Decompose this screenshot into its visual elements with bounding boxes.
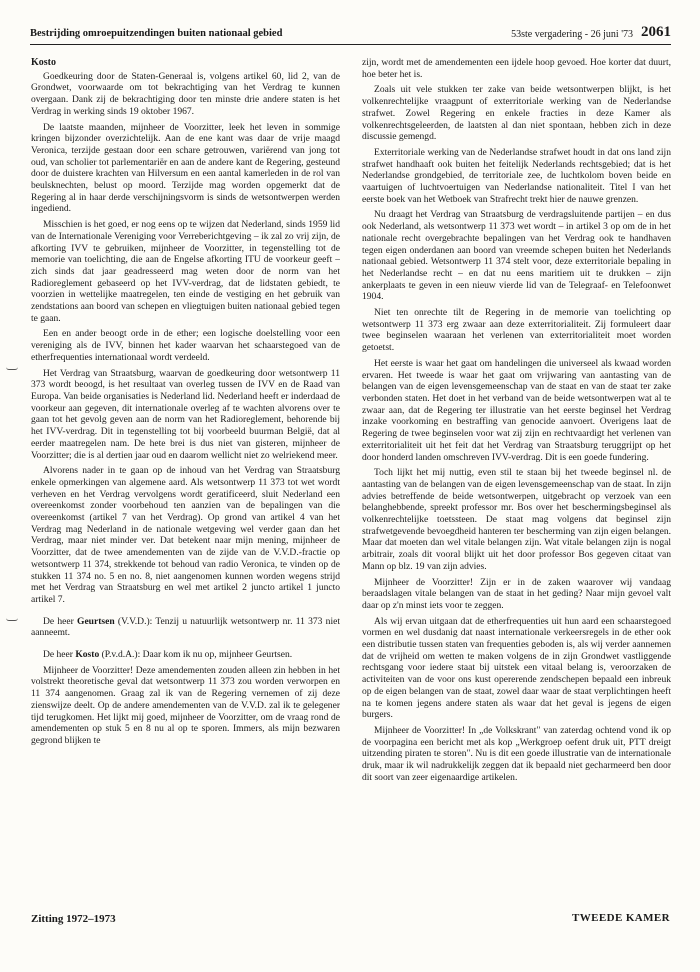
paragraph: Zoals uit vele stukken ter zake van beide wetsontwerpen blijkt, is het volkenrechtelijke vraagpunt of exterritoriale werking van de Nederlandse strafwet. Zowel Regering en enkele fracties in deze Kamer als volkenrechtsgeleerden, de laatsten al dan niet spontaan, hebben zich in deze discussie gemengd. — [362, 84, 671, 143]
interjection-kosto: De heer Kosto (P.v.d.A.): Daar kom ik nu op, mijnheer Geurtsen. — [43, 649, 293, 661]
paragraph: Alvorens nader in te gaan op de inhoud van het Verdrag van Straatsburg enkele opmerkingen van algemene aard. Als wetsontwerp 11 373 tot wet wordt verheven en het Verdrag vervolgens wordt geratificeerd, sluit Nederland een overeenkomst zonder voorbehoud ten aanzien van de bepalingen van die overeenkomst (artikel 7 van het Verdrag). Op grond van artikel 4 van het Verdrag mag Nederland in de nationale wetgeving wel verder gaan dan het Verdrag, maar niet minder ver. Dat betekent naar mijn mening, mijnheer de Voorzitter, dat de twee amendementen van de zijde van de V.V.D.-fractie op wetsontwerp 11 374, strekkende tot behoud van radio Veronica, te vinden op de stukken 11 374 no. 5 en no. 8, niet aangenomen kunnen worden wegens strijd met het Verdrag van Straatsburg en wel met artikel 2 juncto artikel 1 juncto artikel 7. — [31, 465, 340, 605]
header-title: Bestrijding omroepuitzendingen buiten nationaal gebied — [30, 28, 283, 39]
footer-chamber: TWEEDE KAMER — [571, 912, 670, 924]
left-column — [31, 57, 340, 887]
paragraph: Nu draagt het Verdrag van Straatsburg de verdragsluitende partijen – en dus ook Nederland, als wetsontwerp 11 373 wet wordt – in artikel 3 op om de in het nationale recht overgebrachte bepalingen van het Verdrag ook te handhaven tegen eigen onderdanen aan boord van vreemde schepen buiten het Nederlands nationaal gebied. Wetsontwerp 11 374 stelt voor, deze exterritoriale bepaling in het Nederlandse recht – en dat nu eens maritiem uit te drukken – zijn ankerplaats te geven in een nieuw vierde lid van de Telegraaf- en Telefoonwet 1904. — [362, 209, 671, 303]
header-session: 53ste vergadering - 26 juni '73 — [511, 29, 633, 40]
paragraph: Het eerste is waar het gaat om handelingen die universeel als kwaad worden ervaren. Het tweede is waar het gaat om vrijwaring van aantasting van de belangen van de eigen levensgemeenschap van de staat en van de staat ter zake verbonden staten. Het doet in het verband van de beide wetsontwerpen wat al te zwaar aan, dat de Regering ter illustratie van het eerste beginsel het Verdrag inzake voorkoming en bestraffing van genocide aanvoert. Overigens laat de Regering de twee beginselen voor wat zij zijn en rechtvaardigt het verlenen van exterritorialiteit uit het feit dat het Verdrag van Straatsburg teruggrijpt op het door honderd landen omschreven IVV-verdrag. Dit is een goede fundering. — [362, 357, 671, 463]
speaker-name: Kosto — [75, 649, 100, 661]
right-column — [362, 57, 671, 887]
page-header — [30, 24, 671, 45]
paragraph: De laatste maanden, mijnheer de Voorzitter, leek het leven in sommige kringen bijzonder overzichtelijk. Aan de ene kant was daar de vrije maagd Veronica, terzijde gestaan door een schare getrouwen, variërend van jong tot oud, van scholier tot parlementariër en aan de andere kant de Regering, gesteund door de duistere krachten van Hilversum en een aantal kamerleden in de rol van beulsknechten, belust op moord. Terzijde mag worden opgemerkt dat de Regering al in haar derde verschijningsvorm is sinds de wetsontwerpen werden ingediend. — [31, 121, 340, 215]
paragraph: Niet ten onrechte tilt de Regering in de memorie van toelichting op wetsontwerp 11 373 erg zwaar aan deze exterritorialiteit. Zij formuleert daar twee beginselen waaraan het verlenen van exterritorialiteit moet worden getoetst. — [362, 307, 671, 354]
interjection-text: (P.v.d.A.): Daar kom ik nu op, mijnheer Geurtsen. — [101, 649, 293, 661]
paragraph: zijn, wordt met de amendementen een ijdele hoop gevoed. Hoe korter dat duurt, hoe beter het is. — [362, 57, 671, 80]
section-title: Kosto — [31, 57, 56, 68]
paragraph: Mijnheer de Voorzitter! Zijn er in de zaken waarover wij vandaag beraadslagen vitale belangen van de staat in het geding? Naar mijn gevoel valt daar op z'n minst iets voor te zeggen. — [362, 576, 671, 611]
paragraph: Exterritoriale werking van de Nederlandse strafwet houdt in dat ons land zijn strafwet handhaaft ook buiten het feitelijk Nederlands rechtsgebied; dat is het Nederlandse grondgebied, de territoriale zee, de luchtkolom boven beide en vaartuigen of luchtvoertuigen van Nederlandse nationaliteit. Titel I van het eerste boek van het Wetboek van Strafrecht trekt hier de nauwe grenzen. — [362, 146, 671, 205]
paragraph: Goedkeuring door de Staten-Generaal is, volgens artikel 60, lid 2, van de Grondwet, voorwaarde om tot bekrachtiging van het Verdrag te kunnen overgaan. Dank zij de bekrachtiging door ten minste drie andere staten is het Verdrag in werking sinds 19 oktober 1967. — [31, 70, 340, 117]
footer-session-year: Zitting 1972–1973 — [31, 913, 116, 925]
margin-mark — [6, 367, 18, 370]
speaker-name: Geurtsen — [77, 615, 115, 627]
paragraph: Mijnheer de Voorzitter! Deze amendementen zouden alleen zin hebben in het volstrekt theoretische geval dat wetsontwerp 11 373 zou worden verworpen en 11 374 aangenomen. Graag zal ik van de Regering vernemen of zij deze zienswijze deelt. Op de andere amendementen van de V.V.D. zal ik te gelegener tijd terugkomen. Het lijkt mij goed, mijnheer de Voorzitter, om de vraag rond de amendementen op stuk 5 en 8 nu al op te sporen. Immers, als mijn bezwaren gegrond blijken te — [31, 664, 340, 746]
paragraph: Het Verdrag van Straatsburg, waarvan de goedkeuring door wetsontwerp 11 373 wordt beoogd, is het resultaat van overleg tussen de IVV en de Raad van Europa. Van beide organisaties is Nederland lid. Nederland heeft er inderdaad de voorkeur aan gegeven, dit internationale overleg af te wachten alvorens over te gaan tot het gevolg geven aan de norm van het Radioreglement, behorende bij het IVV-verdrag. Dit in tegenstelling tot bij voorbeeld buurman België, dat al eerder maatregelen nam. De hete brei is dus niet van gisteren, mijnheer de Voorzitter; die is al dertien jaar oud en daarom wellicht niet zo welriekend meer. — [31, 367, 340, 461]
interjection-geurtsen: De heer Geurtsen (V.V.D.): Tenzij u natuurlijk wetsontwerp nr. 11 373 niet aanneemt. — [31, 615, 340, 639]
paragraph: Een en ander beoogt orde in de ether; een logische doelstelling voor een vereniging als de IVV, binnen het kader waarvan het schaarstegoed van de etherfrequenties internationaal wordt verdeeld. — [31, 328, 340, 363]
paragraph: Als wij ervan uitgaan dat de etherfrequenties uit hun aard een schaarstegoed vormen en wel dusdanig dat naast internationale verkeersregels in de ether ook een distributie tussen staten van frequenties geboden is, als wij verder aannemen dat de vrijheid om wetten te maken volgens de in zijn Grondwet vastliggende rechtsgang voor iedere staat bij uitstek een vitaal belang is, veroorzaken de activiteiten van de voor ons kust opererende zendschepen bepaald een inbreuk op de eigen belangen van de staat, zowel daar waar de staat verplichtingen heeft na te komen jegens andere staten als waar dat het geval is jegens de eigen burgers. — [362, 615, 671, 721]
interjection-text: (V.V.D.): Tenzij u natuurlijk wetsontwerp nr. 11 373 niet aanneemt. — [31, 615, 340, 639]
page-number: 2061 — [641, 24, 671, 40]
paragraph: Toch lijkt het mij nuttig, even stil te staan bij het tweede beginsel nl. de aantasting van de belangen van de eigen levensgemeenschap van de staat. In zijn advies betreffende de beide wetsontwerpen, uitgebracht op verzoek van een belanghebbende, spreekt professor mr. Bos over het beschermingsbeginsel als volkenrechtelijke toetssteen. De staat mag volgens dat beginsel zijn strafwetgevende bevoegdheid hanteren ter bescherming van zijn eigen belangen. Maar dat moeten dan wel vitale belangen zijn. Wat vitale belangen zijn is nogal arbitrair, zoals dit vooral blijkt uit het door professor Bos gegeven citaat van Mann op blz. 19 van zijn advies. — [362, 467, 671, 572]
paragraph: Misschien is het goed, er nog eens op te wijzen dat Nederland, sinds 1959 lid van de Internationale Vereniging voor Verreberichtgeving – ik zal zo vrij zijn, de afkorting IVV te gebruiken, mijnheer de Voorzitter, in tegenstelling tot de memorie van toelichting, die aan de Engelse afkorting ITU de voorkeur geeft – zich sinds dat jaar geadresseerd mag weten door de norm van het Radioreglement gebaseerd op het IVV-verdrag, dat de lidstaten gebiedt, te voorzien in wettelijke maatregelen, ten einde de vestiging en het gebruik van zendstations aan boord van schepen en vliegtuigen buiten nationaal gebied tegen te gaan. — [31, 219, 340, 324]
paragraph: Mijnheer de Voorzitter! In „de Volkskrant" van zaterdag ochtend vond ik op de voorpagina een bericht met als kop „Werkgroep oefent druk uit, PTT dreigt uitzending piraten te storen". Nu is dit een goede illustratie van de internationale druk, maar ik wil nadrukkelijk zeggen dat ik bepaald niet gecharmeerd ben door dit soort van zeer eigenaardige artikelen. — [362, 724, 671, 783]
margin-mark — [6, 618, 18, 621]
